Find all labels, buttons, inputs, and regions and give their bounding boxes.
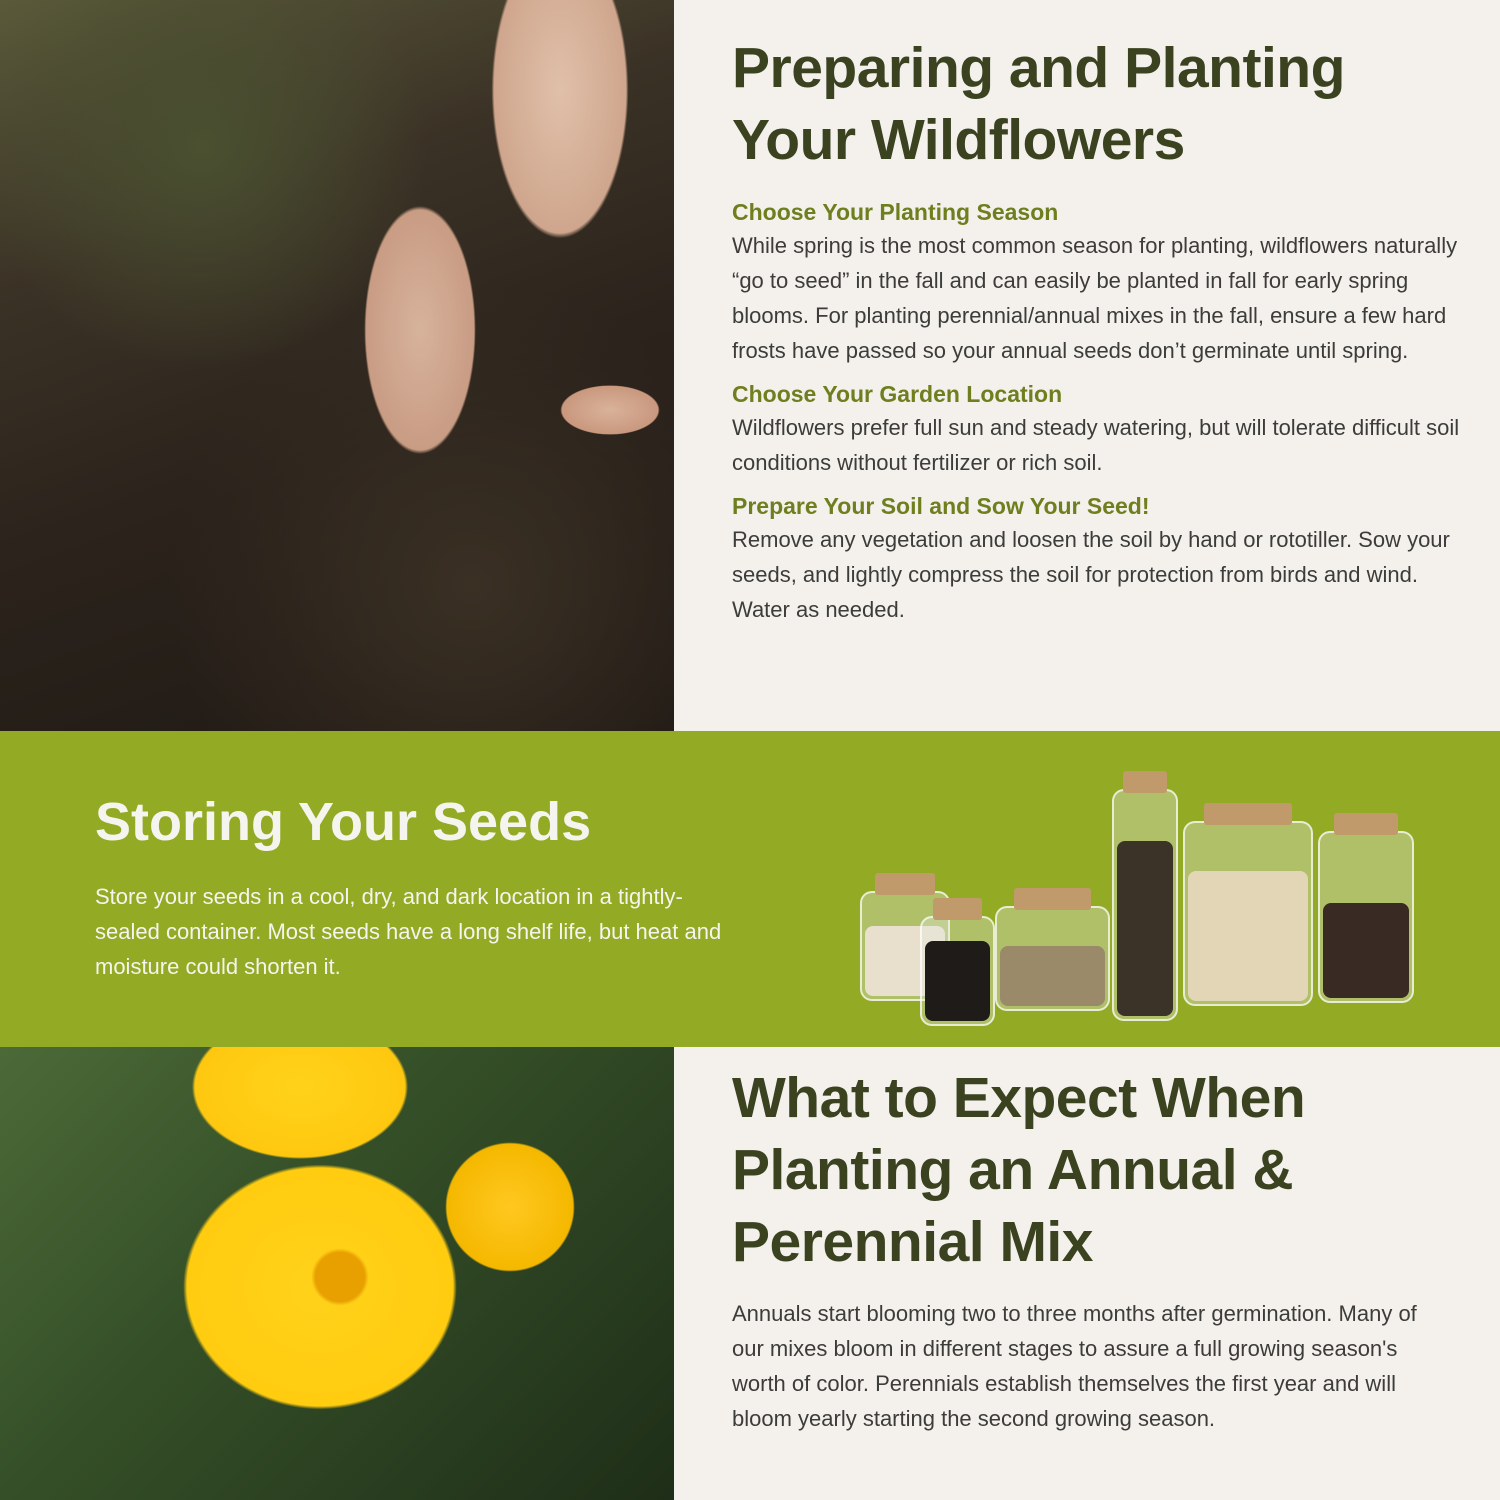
section-body: While spring is the most common season for planting, wildflowers naturally “go to seed” in the fall and can easily be planted in fall for early spring blooms. For planting perennial/annual mixes in the fall, ensure a few hard frosts have passed so your annual seeds don’t germinate until spring. <box>732 233 1458 363</box>
planting-section <box>732 32 1462 627</box>
section-body: Remove any vegetation and loosen the soil by hand or rototiller. Sow your seeds, and lightly compress the soil for protection from birds and wind. Water as needed. <box>732 527 1450 622</box>
expect-section <box>732 1062 1462 1436</box>
storing-section <box>0 731 1500 1047</box>
expect-title: What to Expect When Planting an Annual & Perennial Mix <box>732 1066 1306 1274</box>
hands-sowing-seeds-photo <box>0 0 674 731</box>
section-heading: Choose Your Garden Location <box>732 381 1063 407</box>
yellow-cosmos-flower-photo <box>0 1047 674 1500</box>
planting-title: Preparing and Planting Your Wildflowers <box>732 36 1345 172</box>
expect-body: Annuals start blooming two to three months after germination. Many of our mixes bloom in different stages to assure a full growing season's worth of color. Perennials establish themselves the first year and will bloom yearly starting the second growing season. <box>732 1301 1417 1431</box>
storing-title: Storing Your Seeds <box>95 792 592 852</box>
section-heading: Choose Your Planting Season <box>732 199 1059 225</box>
section-body: Wildflowers prefer full sun and steady watering, but will tolerate difficult soil conditions without fertilizer or rich soil. <box>732 415 1460 475</box>
storing-body: Store your seeds in a cool, dry, and dark location in a tightly-sealed container. Most seeds have a long shelf life, but heat and moisture could shorten it. <box>95 884 722 979</box>
section-heading: Prepare Your Soil and Sow Your Seed! <box>732 493 1150 519</box>
